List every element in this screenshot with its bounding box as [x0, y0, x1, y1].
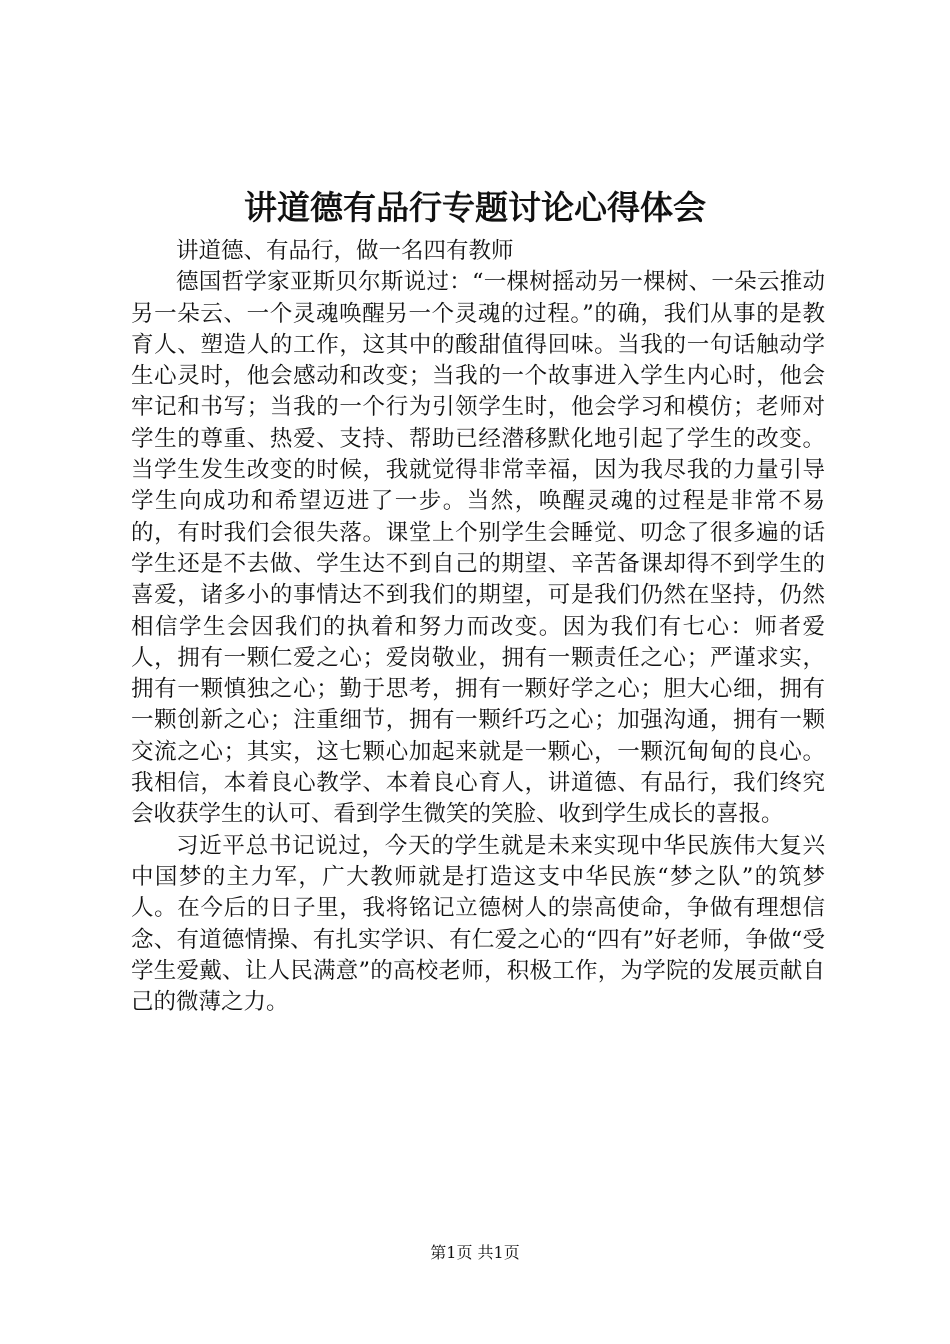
paragraph-main: 德国哲学家亚斯贝尔斯说过：“一棵树摇动另一棵树、一朵云推动另一朵云、一个灵魂唤醒另一个灵魂的过程。”的确，我们从事的是教育人、塑造人的工作，这其中的酸甜值得回味。当我的一句话触动学生心灵时，他会感动和改变；当我的一个故事进入学生内心时，他会牢记和书写；当我的一个行为引领学生时，他会学习和模仿；老师对学生的尊重、热爱、支持、帮助已经潜移默化地引起了学生的改变。当学生发生改变的时候，我就觉得非常幸福，因为我尽我的力量引导学生向成功和希望迈进了一步。当然，唤醒灵魂的过程是非常不易的，有时我们会很失落。课堂上个别学生会睡觉、叨念了很多遍的话学生还是不去做、学生达不到自己的期望、辛苦备课却得不到学生的喜爱，诸多小的事情达不到我们的期望，可是我们仍然在坚持，仍然相信学生会因我们的执着和努力而改变。因为我们有七心：师者爱人，拥有一颗仁爱之心；爱岗敬业，拥有一颗责任之心；严谨求实，拥有一颗慎独之心；勤于思考，拥有一颗好学之心；胆大心细，拥有一颗创新之心；注重细节，拥有一颗纤巧之心；加强沟通，拥有一颗交流之心；其实，这七颗心加起来就是一颗心，一颗沉甸甸的良心。我相信，本着良心教学、本着良心育人，讲道德、有品行，我们终究会收获学生的认可、看到学生微笑的笑脸、收到学生成长的喜报。 [131, 269, 825, 828]
document-body [131, 236, 825, 1018]
page-footer: 第1页 共1页 [430, 1243, 520, 1262]
document-title: 讲道德有品行专题讨论心得体会 [244, 188, 706, 227]
paragraph-subtitle: 讲道德、有品行，做一名四有教师 [176, 238, 514, 264]
paragraph-closing: 习近平总书记说过，今天的学生就是未来实现中华民族伟大复兴中国梦的主力军，广大教师就是打造这支中华民族“梦之队”的筑梦人。在今后的日子里，我将铭记立德树人的崇高使命，争做有理想信念、有道德情操、有扎实学识、有仁爱之心的“四有”好老师，争做“受学生爱戴、让人民满意”的高校老师，积极工作，为学院的发展贡献自己的微薄之力。 [131, 832, 825, 1016]
